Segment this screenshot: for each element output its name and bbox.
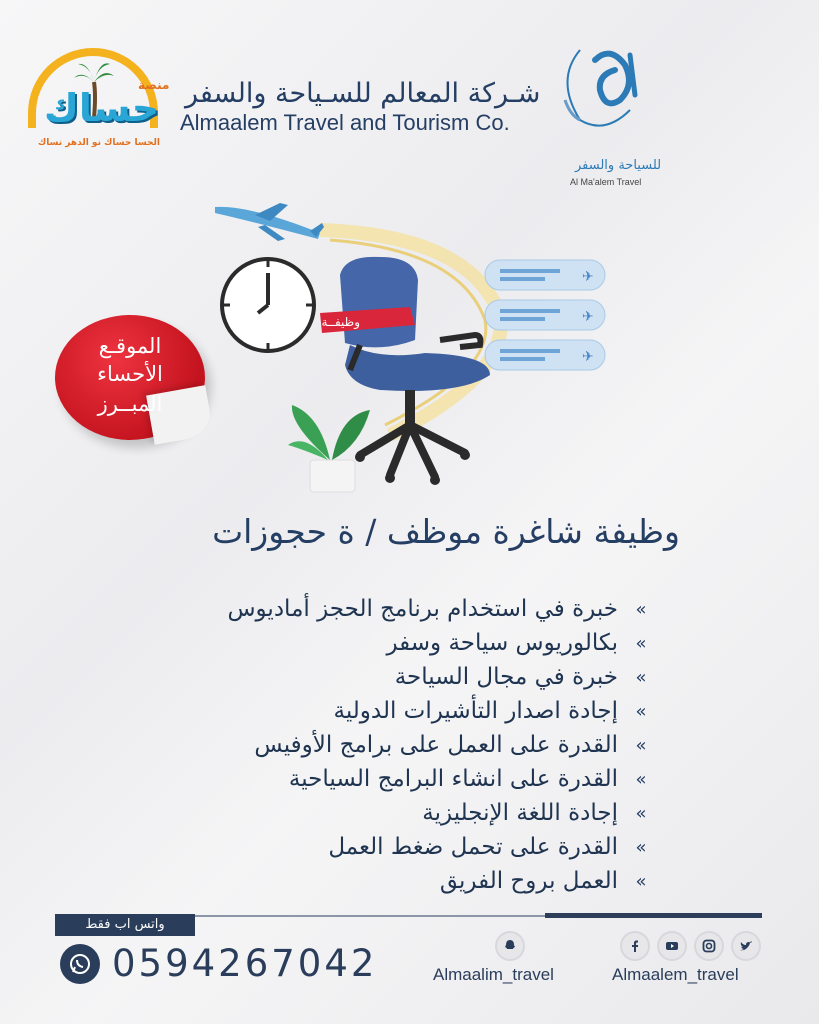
company-name-ar: شـركة المعالم للسـياحة والسفر bbox=[185, 78, 541, 109]
chevron-bullet-icon: » bbox=[635, 666, 647, 688]
logo-subtitle-ar: للسياحة والسفر bbox=[575, 158, 662, 173]
list-item: » خبرة في مجال السياحة bbox=[170, 660, 650, 694]
list-item: » القدرة على تحمل ضغط العمل bbox=[170, 830, 650, 864]
chevron-bullet-icon: » bbox=[635, 870, 647, 892]
snapchat-handle[interactable]: Almaalim_travel bbox=[433, 965, 554, 984]
job-title: وظيفة شاغرة موظف / ة حجوزات bbox=[212, 512, 680, 551]
chevron-bullet-icon: » bbox=[635, 632, 647, 654]
list-item: » خبرة في استخدام برنامج الحجز أماديوس bbox=[170, 592, 650, 626]
footer-divider-accent bbox=[545, 913, 762, 918]
hasak-tagline: الحسا حساك نو الدهر نساك bbox=[38, 138, 160, 148]
clock-icon bbox=[222, 259, 314, 351]
logo-subtitle-en: Al Ma'alem Travel bbox=[570, 177, 642, 187]
chevron-bullet-icon: » bbox=[635, 598, 647, 620]
snapchat-icon[interactable] bbox=[497, 933, 523, 959]
airplane-icon bbox=[215, 203, 324, 241]
badge-line-2: الأحساء bbox=[97, 362, 163, 386]
badge-line-1: الموقـع bbox=[98, 334, 162, 358]
social-handle[interactable]: Almaalem_travel bbox=[612, 965, 739, 984]
plant-icon bbox=[288, 405, 370, 492]
svg-text:✈: ✈ bbox=[582, 349, 594, 365]
svg-text:✈: ✈ bbox=[582, 309, 594, 325]
hasak-small-label: منصة bbox=[138, 78, 170, 92]
list-item: » إجادة اصدار التأشيرات الدولية bbox=[170, 694, 650, 728]
chevron-bullet-icon: » bbox=[635, 734, 647, 756]
chevron-bullet-icon: » bbox=[635, 836, 647, 858]
twitter-icon[interactable] bbox=[733, 933, 759, 959]
chair-icon bbox=[320, 257, 490, 485]
job-tag-label: وظيفــة bbox=[321, 315, 360, 329]
company-name-en: Almaalem Travel and Tourism Co. bbox=[180, 110, 510, 135]
footer-divider bbox=[195, 915, 545, 917]
hasak-wordmark: حساك bbox=[44, 86, 160, 130]
badge-line-3: المبــرز bbox=[97, 392, 163, 416]
chevron-bullet-icon: » bbox=[635, 768, 647, 790]
company-logo bbox=[550, 40, 660, 130]
chevron-bullet-icon: » bbox=[635, 802, 647, 824]
flight-card bbox=[485, 260, 605, 290]
list-item: » بكالوريوس سياحة وسفر bbox=[170, 626, 650, 660]
phone-number[interactable]: 0594267042 bbox=[112, 942, 378, 985]
list-item: » القدرة على العمل على برامج الأوفيس bbox=[170, 728, 650, 762]
facebook-icon[interactable] bbox=[622, 933, 648, 959]
list-item: » العمل بروح الفريق bbox=[170, 864, 650, 898]
youtube-icon[interactable] bbox=[659, 933, 685, 959]
requirements-list bbox=[170, 592, 650, 898]
svg-text:✈: ✈ bbox=[582, 269, 594, 285]
flight-card bbox=[485, 300, 605, 330]
chevron-bullet-icon: » bbox=[635, 700, 647, 722]
flight-card bbox=[485, 340, 605, 370]
list-item: » إجادة اللغة الإنجليزية bbox=[170, 796, 650, 830]
list-item: » القدرة على انشاء البرامج السياحية bbox=[170, 762, 650, 796]
instagram-icon[interactable] bbox=[696, 933, 722, 959]
whatsapp-only-label: واتس اب فقط bbox=[55, 914, 195, 936]
whatsapp-icon[interactable] bbox=[60, 944, 100, 984]
office-illustration bbox=[210, 195, 620, 505]
